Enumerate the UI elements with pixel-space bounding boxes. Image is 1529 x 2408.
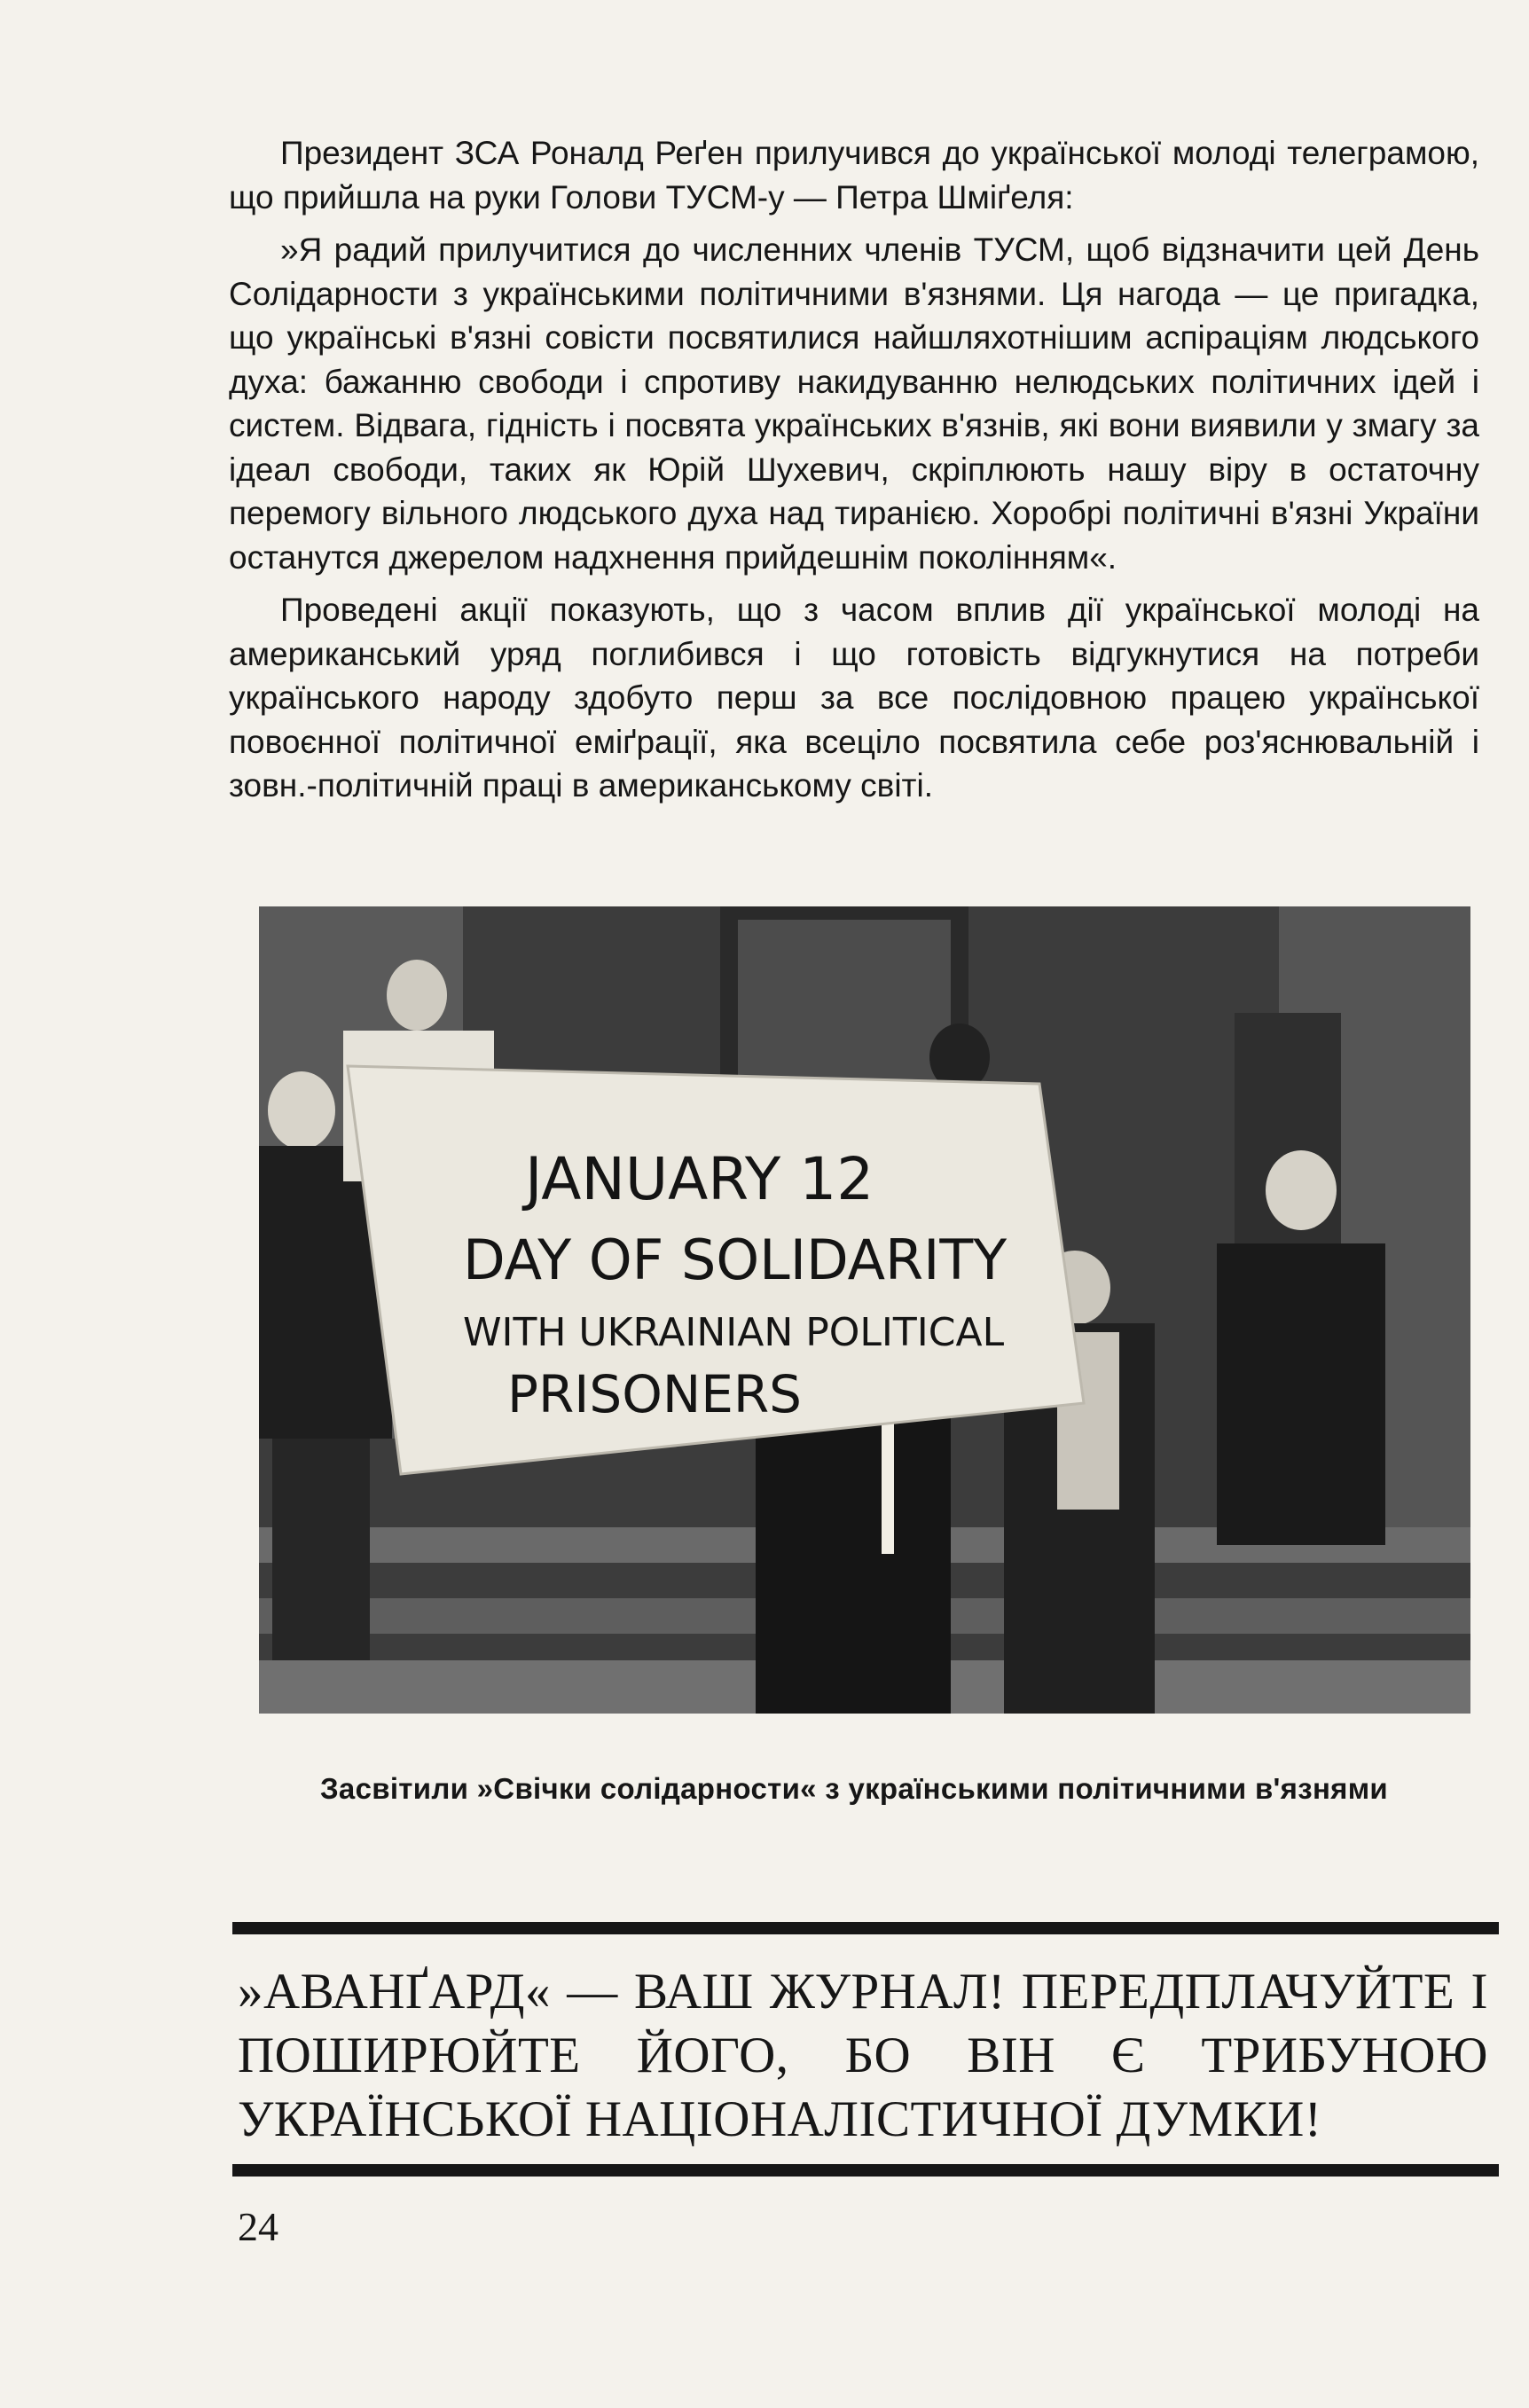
paragraph-1: Президент ЗСА Роналд Реґен прилучився до української молоді телеграмою, що прийшла на руки Голови ТУСМ-у — Петра Шміґеля: bbox=[229, 135, 1479, 216]
slogan-top-rule bbox=[232, 1922, 1499, 1934]
banner-line-2: DAY OF SOLIDARITY bbox=[463, 1228, 1008, 1292]
banner-line-4: PRISONERS bbox=[507, 1364, 802, 1424]
subscription-slogan: »АВАНҐАРД« — ВАШ ЖУРНАЛ! ПЕРЕДПЛАЧУЙТЕ І ПОШИРЮЙТЕ ЙОГО, БО ВІН Є ТРИБУНОЮ УКРАЇНСЬКОЇ НАЦІОНАЛІСТИЧНОЇ ДУМКИ! bbox=[238, 1964, 1488, 2147]
banner-line-1: JANUARY 12 bbox=[525, 1145, 874, 1213]
photo-caption: Засвітили »Свічки солідарности« з українськими політичними в'язнями bbox=[319, 1772, 1389, 1805]
article-text bbox=[229, 131, 1479, 817]
paragraph-2: »Я радий прилучитися до численних членів ТУСМ, щоб відзначити цей День Солідарности з українськими політичними в'язнями. Ця нагода — це пригадка, що українські в'язні совісти посвятилися найшляхотнішим аспіраціям людського духа: бажанню свободи і спротиву накидуванню нелюдських політичних ідей і систем. Відвага, гідність і посвята українських в'язнів, які вони виявили у змагу за ідеал свободи, таких як Юрій Шухевич, скріплюють нашу віру в остаточну перемогу вільного людського духа над тиранією. Хоробрі політичні в'язні України останутся джерелом надхнення прийдешнім поколінням«. bbox=[229, 231, 1479, 576]
page-number: 24 bbox=[238, 2204, 278, 2249]
protest-photo bbox=[259, 906, 1470, 1714]
slogan-bottom-rule bbox=[232, 2164, 1499, 2177]
protest-photo-graphic bbox=[259, 906, 1470, 1714]
paragraph-3: Проведені акції показують, що з часом вплив дії української молоді на американський уряд поглибився і що готовість відгукнутися на потреби українського народу здобуто перш за все послідовною працею української повоєнної політичної еміґрації, яка всеціло посвятила себе роз'яснювальній і зовн.-політичній праці в американському світі. bbox=[229, 592, 1479, 804]
banner-line-3: WITH UKRAINIAN POLITICAL bbox=[463, 1310, 1005, 1355]
